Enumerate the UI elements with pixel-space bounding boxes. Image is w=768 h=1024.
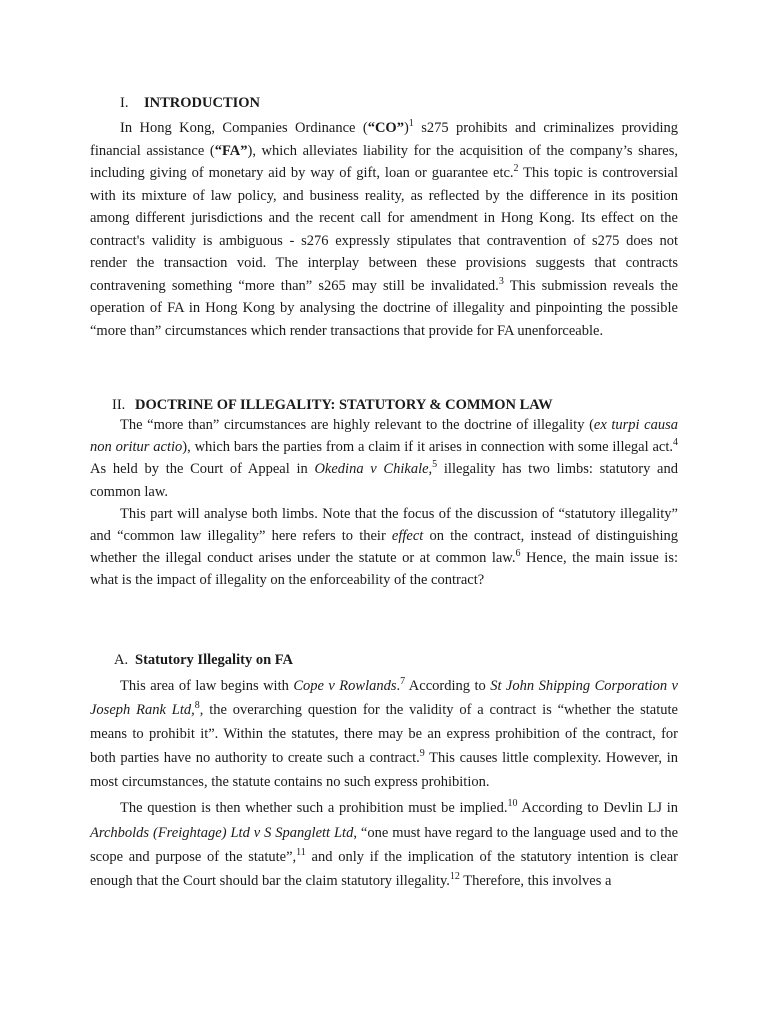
text-run: , “one must have regard to the language used and to the scope and purpose of the statute”, (90, 824, 678, 865)
text-run: , (191, 702, 195, 719)
text-run: This area of law begins with (120, 678, 294, 694)
footnote-marker[interactable]: 7 (400, 676, 406, 687)
footnote-marker[interactable]: 10 (507, 798, 518, 810)
text-run: According to Devlin LJ in (517, 800, 678, 817)
text-run: According to (405, 678, 491, 694)
subsection-heading-statutory (114, 650, 293, 670)
text-run: s275 prohibits and criminalizes providing financial assistance ( (90, 120, 678, 159)
footnote-marker[interactable]: 12 (449, 870, 460, 882)
case-name: St John Shipping Corporation v Joseph Rank Ltd (90, 678, 678, 719)
paragraph-text (90, 674, 678, 794)
text-run: ), which alleviates liability for the acquisition of the company’s shares, including giving of monetary aid by way of gift, loan or guarantee etc. (90, 142, 678, 181)
doctrine-paragraphs (90, 414, 678, 592)
text-run: , the overarching question for the validity of a contract is “whether the statute means to prohibit it”. Within the statutes, there may be an express prohibition of the contract, for both parties have no authority to create such a contract. (90, 702, 678, 767)
case-name: Okedina v Chikale (314, 461, 429, 478)
footnote-marker[interactable]: 3 (498, 275, 504, 287)
text-run: ), which bars the parties from a claim if it arises in connection with some illegal act. (182, 439, 673, 456)
text-run: , (428, 461, 433, 478)
case-name: Archbolds (Freightage) Ltd v S Spanglett Ltd (90, 824, 354, 841)
text-run: on the contract, instead of distinguishing whether the illegal conduct arises under the statute or at common law. (90, 528, 678, 567)
footnote-marker[interactable]: 9 (419, 748, 425, 760)
footnote-marker[interactable]: 8 (194, 700, 200, 712)
bold-term: “CO” (367, 120, 404, 136)
footnote-marker[interactable]: 2 (513, 163, 519, 174)
section-title: DOCTRINE OF ILLEGALITY: STATUTORY & COMMON LAW (135, 397, 553, 413)
footnote-marker[interactable]: 11 (296, 846, 306, 858)
text-run: and only if the implication of the statutory intention is clear enough that the Court should bar the claim statutory illegality. (90, 848, 678, 889)
paragraph-text (90, 503, 678, 592)
text-run: ) (403, 120, 409, 136)
paragraph-text (90, 117, 678, 342)
footnote-marker[interactable]: 1 (408, 118, 414, 129)
footnote-marker[interactable]: 6 (515, 548, 521, 560)
subsection-title: Statutory Illegality on FA (135, 652, 294, 668)
emphasis: effect (391, 528, 424, 545)
text-run: The “more than” circumstances are highly relevant to the doctrine of illegality ( (120, 417, 594, 433)
bold-term: “FA” (214, 142, 248, 159)
text-run: As held by the Court of Appeal in (90, 461, 315, 478)
text-run: illegality has two limbs: statutory and common law. (90, 461, 678, 500)
paragraph-text (90, 796, 678, 892)
text-run: . (396, 678, 401, 694)
text-run: Therefore, this involves a (459, 872, 612, 889)
section-title: INTRODUCTION (144, 95, 261, 111)
case-name: Cope v Rowlands (293, 678, 397, 694)
statutory-paragraphs (90, 674, 678, 893)
text-run: This submission reveals the operation of FA in Hong Kong by analysing the doctrine of illegality and pinpointing the possible “more than” circumstances which render transactions that provide for FA unenforceable. (90, 277, 678, 339)
text-run: This topic is controversial with its mixture of law policy, and business reality, as reflected by the difference in its position among different jurisdictions and the recent call for amendment in Hong Kong. Its effect on the contract's validity is ambiguous - s276 expressly stipulates that contravention of s275 does not render the transaction void. The interplay between these provisions suggests that contracts contravening something “more than” s265 may still be invalidated. (90, 165, 679, 294)
section-number: II. (112, 397, 126, 413)
paragraph-text (90, 414, 678, 503)
section-heading-introduction (120, 93, 260, 113)
text-run: The question is then whether such a prohibition must be implied. (120, 800, 508, 817)
subsection-number: A. (114, 652, 129, 668)
section-heading-doctrine (112, 395, 553, 415)
footnote-marker[interactable]: 5 (432, 459, 438, 471)
footnote-marker[interactable]: 4 (673, 437, 678, 449)
section-number: I. (120, 95, 129, 111)
text-run: In Hong Kong, Companies Ordinance ( (120, 120, 368, 136)
text-run: Hence, the main issue is: what is the impact of illegality on the enforceability of the contract? (90, 550, 678, 589)
intro-paragraph (90, 117, 678, 342)
text-run: This causes little complexity. However, in most circumstances, the statute contains no such express prohibition. (90, 750, 678, 791)
text-run: This part will analyse both limbs. Note that the focus of the discussion of “statutory illegality” and “common law illegality” here refers to their (90, 505, 678, 545)
latin-maxim: ex turpi causa non oritur actio (90, 417, 679, 456)
